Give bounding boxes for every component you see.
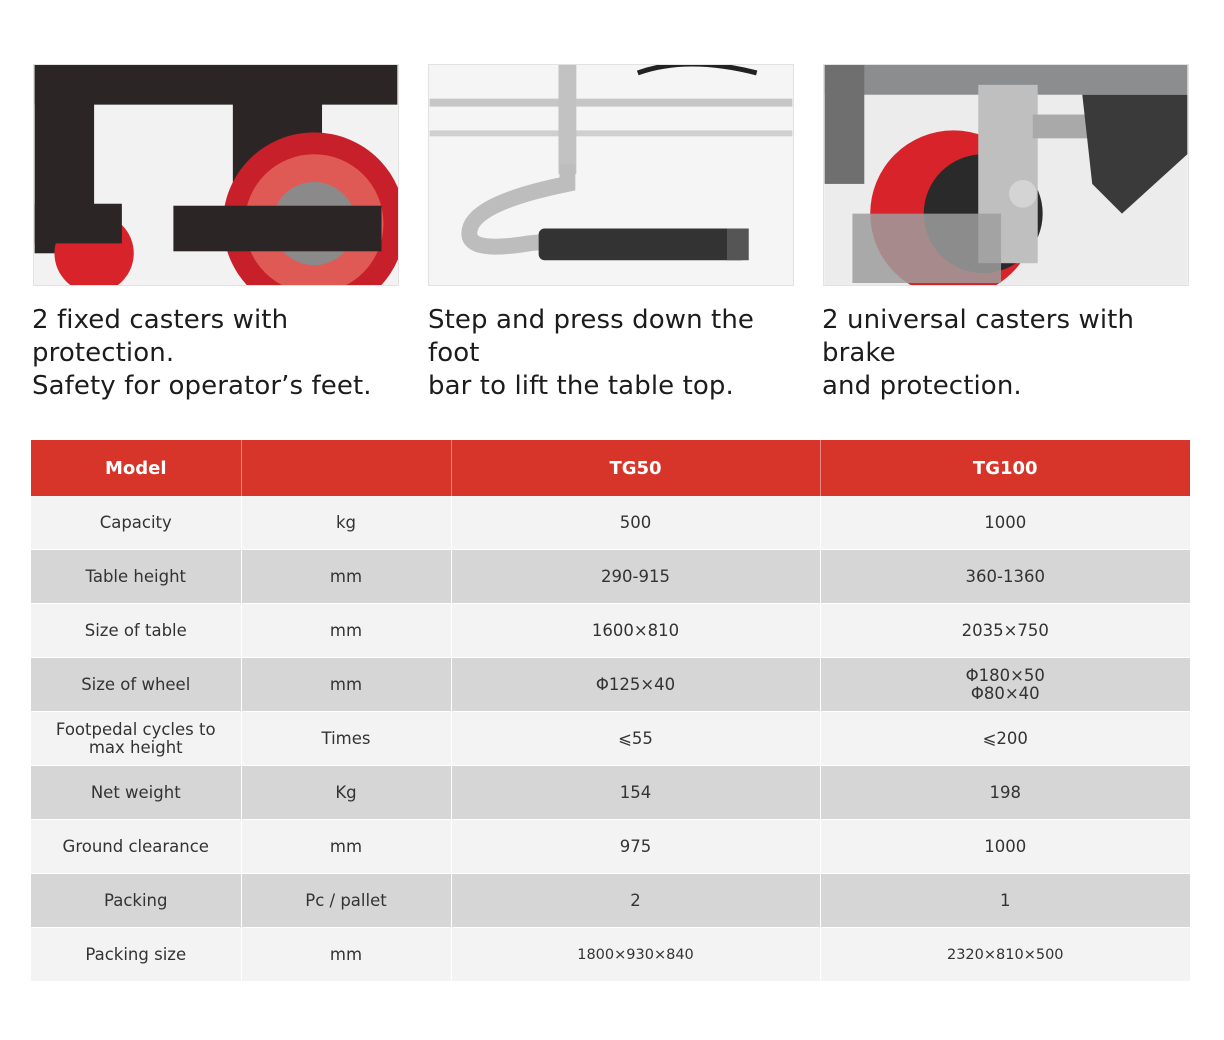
row-tg100: 198 xyxy=(820,766,1190,820)
foot-bar-illustration xyxy=(429,65,793,285)
row-unit: Pc / pallet xyxy=(241,874,451,928)
row-tg100: ⩽200 xyxy=(820,712,1190,766)
row-tg50: ⩽55 xyxy=(451,712,820,766)
row-tg100: Φ180×50 Φ80×40 xyxy=(820,658,1190,712)
row-tg50: 1600×810 xyxy=(451,604,820,658)
caption-fixed-casters: 2 fixed casters with protection. Safety for operator’s feet. xyxy=(32,305,372,401)
row-label: Size of wheel xyxy=(31,658,241,712)
row-label: Footpedal cycles to max height xyxy=(31,712,241,766)
row-label: Capacity xyxy=(31,496,241,550)
universal-caster-illustration xyxy=(824,65,1188,285)
row-tg100: 1000 xyxy=(820,820,1190,874)
row-tg50: 2 xyxy=(451,874,820,928)
row-unit: Times xyxy=(241,712,451,766)
caption-universal-casters: 2 universal casters with brake and protection. xyxy=(822,305,1135,401)
table-row xyxy=(31,496,1190,550)
table-row xyxy=(31,874,1190,928)
header-tg100: TG100 xyxy=(820,440,1190,496)
table-row xyxy=(31,928,1190,982)
table-row xyxy=(31,712,1190,766)
row-tg50: 290-915 xyxy=(451,550,820,604)
row-label: Size of table xyxy=(31,604,241,658)
table-row xyxy=(31,550,1190,604)
fixed-casters-photo xyxy=(33,64,399,286)
row-tg50: 975 xyxy=(451,820,820,874)
universal-casters-photo xyxy=(823,64,1189,286)
row-tg100: 360-1360 xyxy=(820,550,1190,604)
specification-table xyxy=(31,440,1190,982)
row-unit: mm xyxy=(241,658,451,712)
row-tg50: 154 xyxy=(451,766,820,820)
row-label: Packing xyxy=(31,874,241,928)
row-tg50: 500 xyxy=(451,496,820,550)
row-label: Ground clearance xyxy=(31,820,241,874)
table-row xyxy=(31,604,1190,658)
table-row xyxy=(31,820,1190,874)
row-unit: Kg xyxy=(241,766,451,820)
table-row xyxy=(31,766,1190,820)
row-tg100: 2035×750 xyxy=(820,604,1190,658)
caption-foot-bar: Step and press down the foot bar to lift the table top. xyxy=(428,305,755,401)
row-unit: mm xyxy=(241,604,451,658)
foot-bar-photo xyxy=(428,64,794,286)
table-row xyxy=(31,658,1190,712)
row-unit: kg xyxy=(241,496,451,550)
row-tg100: 2320×810×500 xyxy=(820,928,1190,982)
header-model: Model xyxy=(31,440,241,496)
row-unit: mm xyxy=(241,928,451,982)
row-unit: mm xyxy=(241,820,451,874)
row-label: Table height xyxy=(31,550,241,604)
row-unit: mm xyxy=(241,550,451,604)
row-tg50: Φ125×40 xyxy=(451,658,820,712)
table-header-row xyxy=(31,440,1190,496)
row-label: Net weight xyxy=(31,766,241,820)
row-tg100: 1 xyxy=(820,874,1190,928)
row-tg50: 1800×930×840 xyxy=(451,928,820,982)
row-label: Packing size xyxy=(31,928,241,982)
header-unit xyxy=(241,440,451,496)
fixed-caster-illustration xyxy=(34,65,398,285)
header-tg50: TG50 xyxy=(451,440,820,496)
row-tg100: 1000 xyxy=(820,496,1190,550)
